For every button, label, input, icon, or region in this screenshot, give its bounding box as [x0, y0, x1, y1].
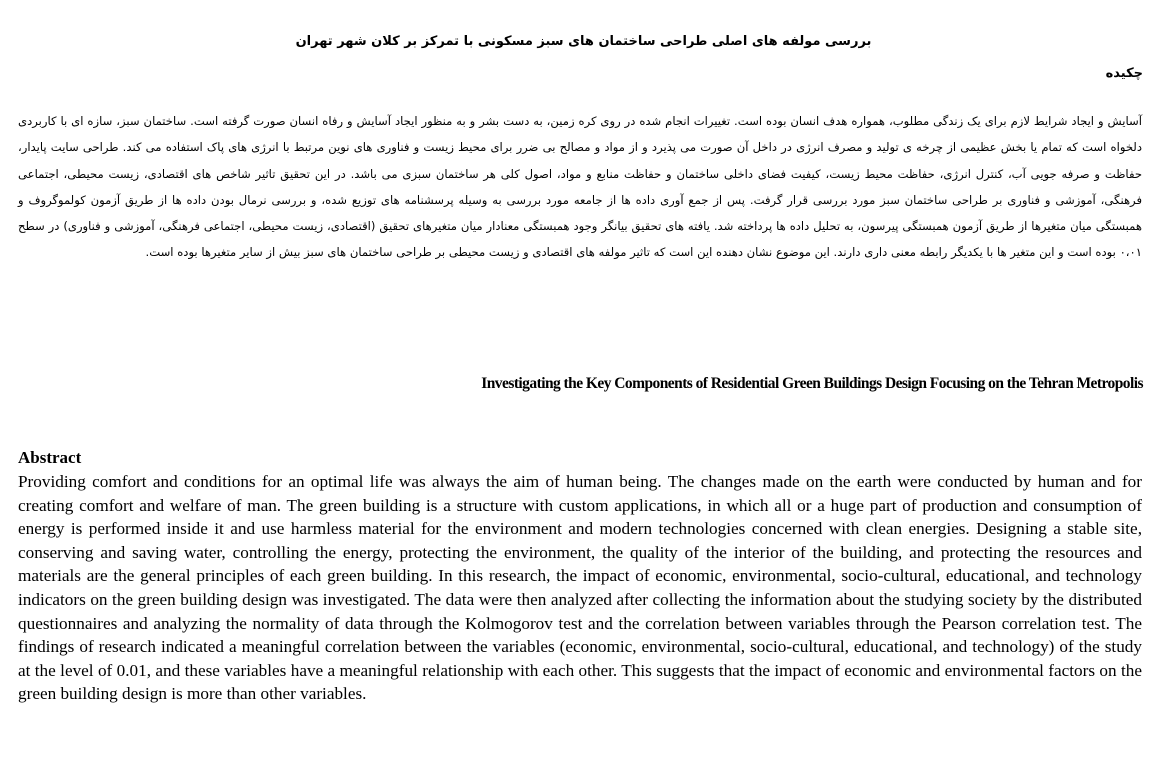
persian-abstract-heading: چکیده: [1105, 66, 1143, 81]
english-abstract-heading: Abstract: [18, 448, 82, 467]
english-title: Investigating the Key Components of Residential Green Buildings Design Focusing on the Tehran Metropolis: [481, 375, 1143, 392]
persian-abstract-text: آسایش و ایجاد شرایط لازم برای یک زندگی مطلوب، همواره هدف انسان بوده است. تغییرات انجام شده در روی کره زمین، به دست بشر و به منظور ایجاد آسایش و رفاه انسان صورت گرفته است. ساختمان سبز، سازه ای با کاربردی دلخواه است که تمام یا بخش عظیمی از چرخه ی تولید و مصرف انرژی در داخل آن صورت می پذیرد و از مواد و مصالح بی ضرر برای محیط زیست و فناوری های نوین مرتبط با انرژی های پاک استفاده می کند. طراحی سایت پایدار، حفاظت و صرفه جویی آب، کنترل انرژی، حفاظت محیط زیست، کیفیت فضای داخلی ساختمان و حفاظت منابع و مواد، اصول کلی هر ساختمان سبزی می باشد. در این تحقیق تاثیر شاخص های اقتصادی، زیست محیطی، اجتماعی فرهنگی، آموزشی و فناوری بر طراحی ساختمان سبز مورد بررسی قرار گرفت. پس از جمع آوری داده ها از جامعه مورد بررسی به وسیله پرسشنامه های توزیع شده، و بررسی نرمال بودن داده ها از طریق آزمون کولموگروف و همبستگی میان متغیرها از طریق آزمون همبستگی پیرسون، به تحلیل داده ها پرداخته شد. یافته های تحقیق بیانگر وجود همبستگی معنادار میان متغیرهای تحقیق (اقتصادی، زیست محیطی، اجتماعی فرهنگی، آموزشی و فناوری) در سطح ۰،۰۱ بوده است و این متغیر ها با یکدیگر رابطه معنی داری دارند. این موضوع نشان دهنده این است که تاثیر مولفه های اقتصادی و زیست محیطی بر طراحی ساختمان های سبز بیش از سایر متغیرها بوده است.: [18, 114, 1142, 260]
persian-title: بررسی مولفه های اصلی طراحی ساختمان های سبز مسکونی با تمرکز بر کلان شهر تهران: [295, 34, 872, 49]
english-abstract-text: Providing comfort and conditions for an optimal life was always the aim of human being. The changes made on the earth were conducted by human and for creating comfort and welfare of man. The green building is a structure with custom applications, in which all or a huge part of production and consumption of energy is performed inside it and use harmless material for the environment and modern technologies concerned with clean energies. Designing a stable site, conserving and saving water, controlling the energy, protecting the environment, the quality of the interior of the building, and protecting the resources and materials are the general principles of each green building. In this research, the impact of economic, environmental, socio-cultural, educational, and technology indicators on the green building design was investigated. The data were then analyzed after collecting the information about the studying society by the distributed questionnaires and analyzing the normality of data through the Kolmogorov test and the correlation between variables through the Pearson correlation test. The findings of research indicated a meaningful correlation between the variables (economic, environmental, socio-cultural, educational, and technology) of the study at the level of 0.01, and these variables have a meaningful relationship with each other. This suggests that the impact of economic and environmental factors on the green building design is more than other variables.: [18, 472, 1142, 704]
